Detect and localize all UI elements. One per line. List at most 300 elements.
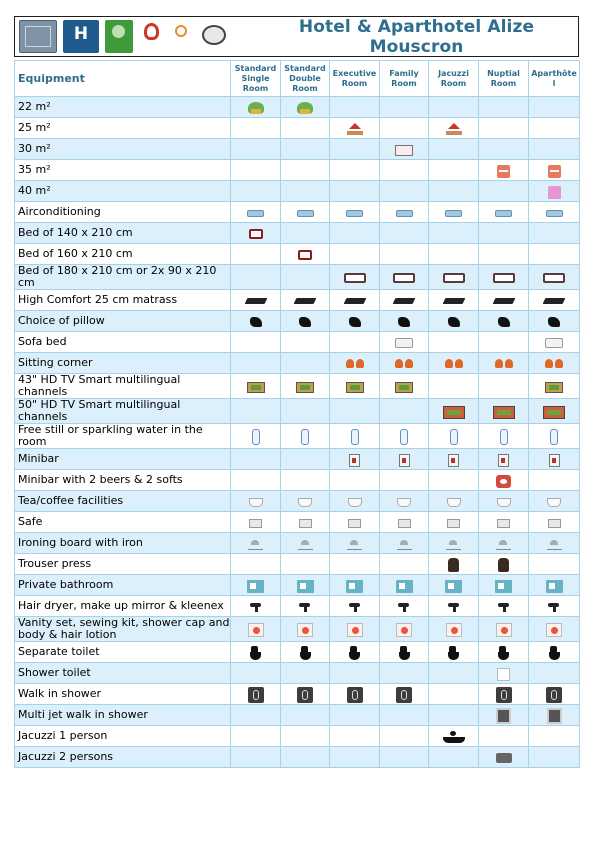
availability-cell	[479, 160, 529, 181]
availability-cell	[231, 332, 281, 353]
trouser-icon	[448, 558, 459, 572]
availability-cell	[281, 617, 330, 642]
availability-cell	[529, 97, 580, 118]
availability-cell	[281, 160, 330, 181]
area-family-icon	[395, 145, 413, 156]
minibar-icon	[549, 454, 560, 467]
vanity-icon	[546, 623, 562, 637]
pillow-icon	[299, 317, 311, 327]
iron-icon	[298, 539, 313, 550]
table-row	[15, 160, 580, 181]
minibar-icon	[399, 454, 410, 467]
room-type-header: Executive Room	[330, 61, 380, 97]
dryer-icon	[250, 603, 262, 612]
availability-cell	[231, 202, 281, 223]
dryer-icon	[498, 603, 510, 612]
table-row	[15, 596, 580, 617]
equipment-label: Minibar	[15, 449, 231, 470]
availability-cell	[330, 642, 380, 663]
availability-cell	[281, 244, 330, 265]
jacuzzi1-icon	[443, 731, 465, 743]
availability-cell	[479, 533, 529, 554]
aircon-icon	[546, 210, 563, 217]
table-row	[15, 491, 580, 512]
availability-cell	[330, 202, 380, 223]
availability-cell	[231, 470, 281, 491]
toilet-icon	[349, 646, 360, 661]
availability-cell	[281, 491, 330, 512]
availability-cell	[231, 265, 281, 290]
table-row	[15, 470, 580, 491]
bed-wide-icon	[493, 273, 515, 283]
room-type-header: Aparthôte l	[529, 61, 580, 97]
table-row	[15, 290, 580, 311]
area-apart-icon	[548, 186, 561, 199]
tea-icon	[497, 498, 511, 507]
availability-cell	[380, 663, 429, 684]
availability-cell	[479, 617, 529, 642]
aircon-icon	[247, 210, 264, 217]
availability-cell	[380, 512, 429, 533]
availability-cell	[231, 399, 281, 424]
availability-cell	[281, 202, 330, 223]
availability-cell	[380, 399, 429, 424]
table-row	[15, 223, 580, 244]
water-icon	[500, 429, 508, 445]
availability-cell	[380, 596, 429, 617]
availability-cell	[231, 512, 281, 533]
iron-icon	[397, 539, 412, 550]
availability-cell	[429, 139, 479, 160]
equipment-label: Jacuzzi 1 person	[15, 726, 231, 747]
tripadvisor-travellers-choice-logo	[195, 20, 233, 53]
availability-cell	[479, 726, 529, 747]
availability-cell	[429, 160, 479, 181]
availability-cell	[380, 491, 429, 512]
availability-cell	[479, 118, 529, 139]
availability-cell	[479, 311, 529, 332]
equipment-label: Private bathroom	[15, 575, 231, 596]
availability-cell	[330, 244, 380, 265]
availability-cell	[330, 290, 380, 311]
pillow-icon	[498, 317, 510, 327]
availability-cell	[429, 353, 479, 374]
equipment-label: Bed of 160 x 210 cm	[15, 244, 231, 265]
table-row	[15, 747, 580, 768]
availability-cell	[231, 726, 281, 747]
the-green-key-logo	[105, 20, 133, 53]
table-row	[15, 663, 580, 684]
availability-cell	[281, 684, 330, 705]
availability-cell	[429, 663, 479, 684]
availability-cell	[529, 470, 580, 491]
availability-cell	[231, 244, 281, 265]
availability-cell	[479, 290, 529, 311]
vanity-icon	[396, 623, 412, 637]
availability-cell	[429, 705, 479, 726]
availability-cell	[479, 596, 529, 617]
availability-cell	[529, 160, 580, 181]
table-row	[15, 244, 580, 265]
table-row	[15, 399, 580, 424]
availability-cell	[231, 139, 281, 160]
vanity-icon	[297, 623, 313, 637]
bed-wide-icon	[393, 273, 415, 283]
mattress-icon	[492, 298, 515, 304]
minibar-icon	[349, 454, 360, 467]
availability-cell	[330, 181, 380, 202]
availability-cell	[281, 533, 330, 554]
equipment-label: 43" HD TV Smart multilingual channels	[15, 374, 231, 399]
table-row	[15, 97, 580, 118]
bath-icon	[445, 580, 462, 593]
toilet-icon	[448, 646, 459, 661]
availability-cell	[479, 470, 529, 491]
header-band	[14, 16, 579, 57]
availability-cell	[380, 97, 429, 118]
iron-icon	[347, 539, 362, 550]
tv-icon	[395, 382, 413, 393]
bed-wide-icon	[543, 273, 565, 283]
availability-cell	[330, 726, 380, 747]
availability-cell	[330, 424, 380, 449]
availability-cell	[380, 118, 429, 139]
safe-icon	[348, 519, 361, 528]
availability-cell	[231, 311, 281, 332]
availability-cell	[380, 424, 429, 449]
tv-icon	[296, 382, 314, 393]
bike-friendly-logo	[172, 20, 190, 53]
area-single-icon	[297, 102, 313, 114]
equipment-label: Airconditioning	[15, 202, 231, 223]
equipment-label: 30 m²	[15, 139, 231, 160]
table-row	[15, 449, 580, 470]
availability-cell	[330, 596, 380, 617]
availability-cell	[429, 470, 479, 491]
mattress-icon	[343, 298, 366, 304]
availability-cell	[380, 554, 429, 575]
availability-cell	[330, 265, 380, 290]
availability-cell	[429, 223, 479, 244]
tv-big-icon	[493, 406, 515, 419]
shower-toilet-icon	[497, 668, 510, 681]
availability-cell	[479, 374, 529, 399]
availability-cell	[380, 374, 429, 399]
availability-cell	[231, 449, 281, 470]
availability-cell	[330, 663, 380, 684]
water-icon	[252, 429, 260, 445]
availability-cell	[429, 491, 479, 512]
availability-cell	[529, 726, 580, 747]
availability-cell	[231, 663, 281, 684]
availability-cell	[380, 533, 429, 554]
equipment-table	[14, 60, 580, 768]
availability-cell	[380, 181, 429, 202]
availability-cell	[380, 575, 429, 596]
availability-cell	[479, 223, 529, 244]
availability-cell	[281, 512, 330, 533]
dryer-icon	[349, 603, 361, 612]
equipment-label: 50" HD TV Smart multilingual channels	[15, 399, 231, 424]
availability-cell	[479, 97, 529, 118]
availability-cell	[380, 202, 429, 223]
equipment-label: Shower toilet	[15, 663, 231, 684]
room-type-header: Jacuzzi Room	[429, 61, 479, 97]
dryer-icon	[398, 603, 410, 612]
availability-cell	[429, 97, 479, 118]
availability-cell	[429, 118, 479, 139]
availability-cell	[281, 470, 330, 491]
tv-icon	[545, 382, 563, 393]
availability-cell	[231, 374, 281, 399]
dryer-icon	[548, 603, 560, 612]
water-icon	[301, 429, 309, 445]
hotels-belgium-logo	[63, 20, 99, 53]
tea-icon	[397, 498, 411, 507]
availability-cell	[479, 491, 529, 512]
tv-icon	[247, 382, 265, 393]
equipment-label: Free still or sparkling water in the room	[15, 424, 231, 449]
availability-cell	[479, 663, 529, 684]
table-row	[15, 726, 580, 747]
availability-cell	[281, 118, 330, 139]
availability-cell	[529, 424, 580, 449]
iron-icon	[547, 539, 562, 550]
availability-cell	[231, 353, 281, 374]
availability-cell	[479, 244, 529, 265]
availability-cell	[330, 491, 380, 512]
equipment-column-header: Equipment	[15, 61, 231, 97]
availability-cell	[479, 139, 529, 160]
availability-cell	[429, 726, 479, 747]
availability-cell	[380, 470, 429, 491]
vanity-icon	[446, 623, 462, 637]
area-single-icon	[248, 102, 264, 114]
equipment-label: Jacuzzi 2 persons	[15, 747, 231, 768]
bath-icon	[546, 580, 563, 593]
availability-cell	[479, 449, 529, 470]
equipment-label: Bed of 180 x 210 cm or 2x 90 x 210 cm	[15, 265, 231, 290]
alize-logo	[19, 20, 57, 53]
availability-cell	[479, 642, 529, 663]
toilet-icon	[498, 646, 509, 661]
walkin-icon	[347, 687, 363, 703]
availability-cell	[529, 353, 580, 374]
sitting-icon	[495, 359, 513, 369]
availability-cell	[529, 684, 580, 705]
table-row	[15, 118, 580, 139]
mattress-icon	[393, 298, 416, 304]
safe-icon	[497, 519, 510, 528]
availability-cell	[529, 118, 580, 139]
logo-strip	[15, 17, 251, 56]
availability-cell	[380, 332, 429, 353]
availability-cell	[281, 705, 330, 726]
availability-cell	[231, 617, 281, 642]
availability-cell	[231, 642, 281, 663]
room-type-header: Nuptial Room	[479, 61, 529, 97]
water-icon	[351, 429, 359, 445]
availability-cell	[380, 642, 429, 663]
availability-cell	[330, 139, 380, 160]
availability-cell	[380, 449, 429, 470]
availability-cell	[529, 512, 580, 533]
availability-cell	[479, 332, 529, 353]
availability-cell	[529, 642, 580, 663]
availability-cell	[429, 533, 479, 554]
availability-cell	[529, 554, 580, 575]
sitting-icon	[346, 359, 364, 369]
availability-cell	[529, 244, 580, 265]
table-row	[15, 311, 580, 332]
equipment-label: Sitting corner	[15, 353, 231, 374]
equipment-label: Choice of pillow	[15, 311, 231, 332]
bed-icon	[298, 250, 312, 260]
bath-icon	[495, 580, 512, 593]
multijet-icon	[547, 708, 562, 724]
availability-cell	[529, 399, 580, 424]
availability-cell	[529, 374, 580, 399]
availability-cell	[281, 139, 330, 160]
availability-cell	[479, 181, 529, 202]
bath-icon	[247, 580, 264, 593]
availability-cell	[330, 399, 380, 424]
bath-icon	[396, 580, 413, 593]
mattress-icon	[543, 298, 566, 304]
equipment-table-body	[15, 97, 580, 768]
aircon-icon	[396, 210, 413, 217]
availability-cell	[231, 705, 281, 726]
equipment-label: 22 m²	[15, 97, 231, 118]
walkin-icon	[496, 687, 512, 703]
availability-cell	[529, 332, 580, 353]
page-title: Hotel & Aparthotel Alize Mouscron	[298, 17, 535, 57]
table-row	[15, 332, 580, 353]
availability-cell	[479, 265, 529, 290]
availability-cell	[330, 554, 380, 575]
table-row	[15, 512, 580, 533]
availability-cell	[429, 244, 479, 265]
tv-big-icon	[543, 406, 565, 419]
sitting-icon	[545, 359, 563, 369]
safe-icon	[447, 519, 460, 528]
availability-cell	[330, 575, 380, 596]
equipment-label: Bed of 140 x 210 cm	[15, 223, 231, 244]
availability-cell	[330, 470, 380, 491]
availability-cell	[330, 747, 380, 768]
table-row	[15, 642, 580, 663]
availability-cell	[529, 181, 580, 202]
equipment-label: Hair dryer, make up mirror & kleenex	[15, 596, 231, 617]
availability-cell	[231, 160, 281, 181]
availability-cell	[231, 554, 281, 575]
tea-icon	[298, 498, 312, 507]
availability-cell	[529, 747, 580, 768]
availability-cell	[529, 311, 580, 332]
availability-cell	[281, 424, 330, 449]
tea-icon	[447, 498, 461, 507]
equipment-label: Walk in shower	[15, 684, 231, 705]
availability-cell	[231, 575, 281, 596]
equipment-label: 25 m²	[15, 118, 231, 139]
table-row	[15, 202, 580, 223]
safe-icon	[299, 519, 312, 528]
availability-cell	[529, 223, 580, 244]
availability-cell	[281, 332, 330, 353]
equipment-label: Vanity set, sewing kit, shower cap and body & hair lotion	[15, 617, 231, 642]
availability-cell	[429, 642, 479, 663]
table-row	[15, 374, 580, 399]
trouser-icon	[498, 558, 509, 572]
tv-icon	[346, 382, 364, 393]
availability-cell	[380, 265, 429, 290]
availability-cell	[380, 747, 429, 768]
availability-cell	[380, 290, 429, 311]
availability-cell	[281, 353, 330, 374]
availability-cell	[281, 311, 330, 332]
availability-cell	[330, 617, 380, 642]
toilet-icon	[300, 646, 311, 661]
availability-cell	[281, 554, 330, 575]
availability-cell	[529, 202, 580, 223]
availability-cell	[380, 223, 429, 244]
minibar-icon	[448, 454, 459, 467]
room-type-header: Family Room	[380, 61, 429, 97]
availability-cell	[231, 596, 281, 617]
availability-cell	[281, 747, 330, 768]
table-row	[15, 265, 580, 290]
pillow-icon	[448, 317, 460, 327]
availability-cell	[529, 596, 580, 617]
availability-cell	[529, 139, 580, 160]
availability-cell	[281, 642, 330, 663]
availability-cell	[429, 747, 479, 768]
room-type-header: Standard Double Room	[281, 61, 330, 97]
pillow-icon	[398, 317, 410, 327]
mattress-icon	[294, 298, 317, 304]
availability-cell	[281, 726, 330, 747]
availability-cell	[479, 705, 529, 726]
table-row	[15, 705, 580, 726]
availability-cell	[231, 118, 281, 139]
availability-cell	[429, 617, 479, 642]
availability-cell	[281, 449, 330, 470]
availability-cell	[429, 181, 479, 202]
table-row	[15, 353, 580, 374]
availability-cell	[479, 684, 529, 705]
bed-wide-icon	[344, 273, 366, 283]
availability-cell	[231, 97, 281, 118]
table-row	[15, 684, 580, 705]
table-header-row	[15, 61, 580, 97]
availability-cell	[231, 491, 281, 512]
dryer-icon	[448, 603, 460, 612]
availability-cell	[281, 290, 330, 311]
availability-cell	[380, 684, 429, 705]
availability-cell	[330, 705, 380, 726]
equipment-label: Multi jet walk in shower	[15, 705, 231, 726]
table-row	[15, 554, 580, 575]
availability-cell	[380, 139, 429, 160]
availability-cell	[429, 399, 479, 424]
iron-icon	[496, 539, 511, 550]
equipment-label: Minibar with 2 beers & 2 softs	[15, 470, 231, 491]
iron-icon	[248, 539, 263, 550]
availability-cell	[529, 575, 580, 596]
availability-cell	[231, 290, 281, 311]
equipment-label: High Comfort 25 cm matrass	[15, 290, 231, 311]
walkin-icon	[396, 687, 412, 703]
